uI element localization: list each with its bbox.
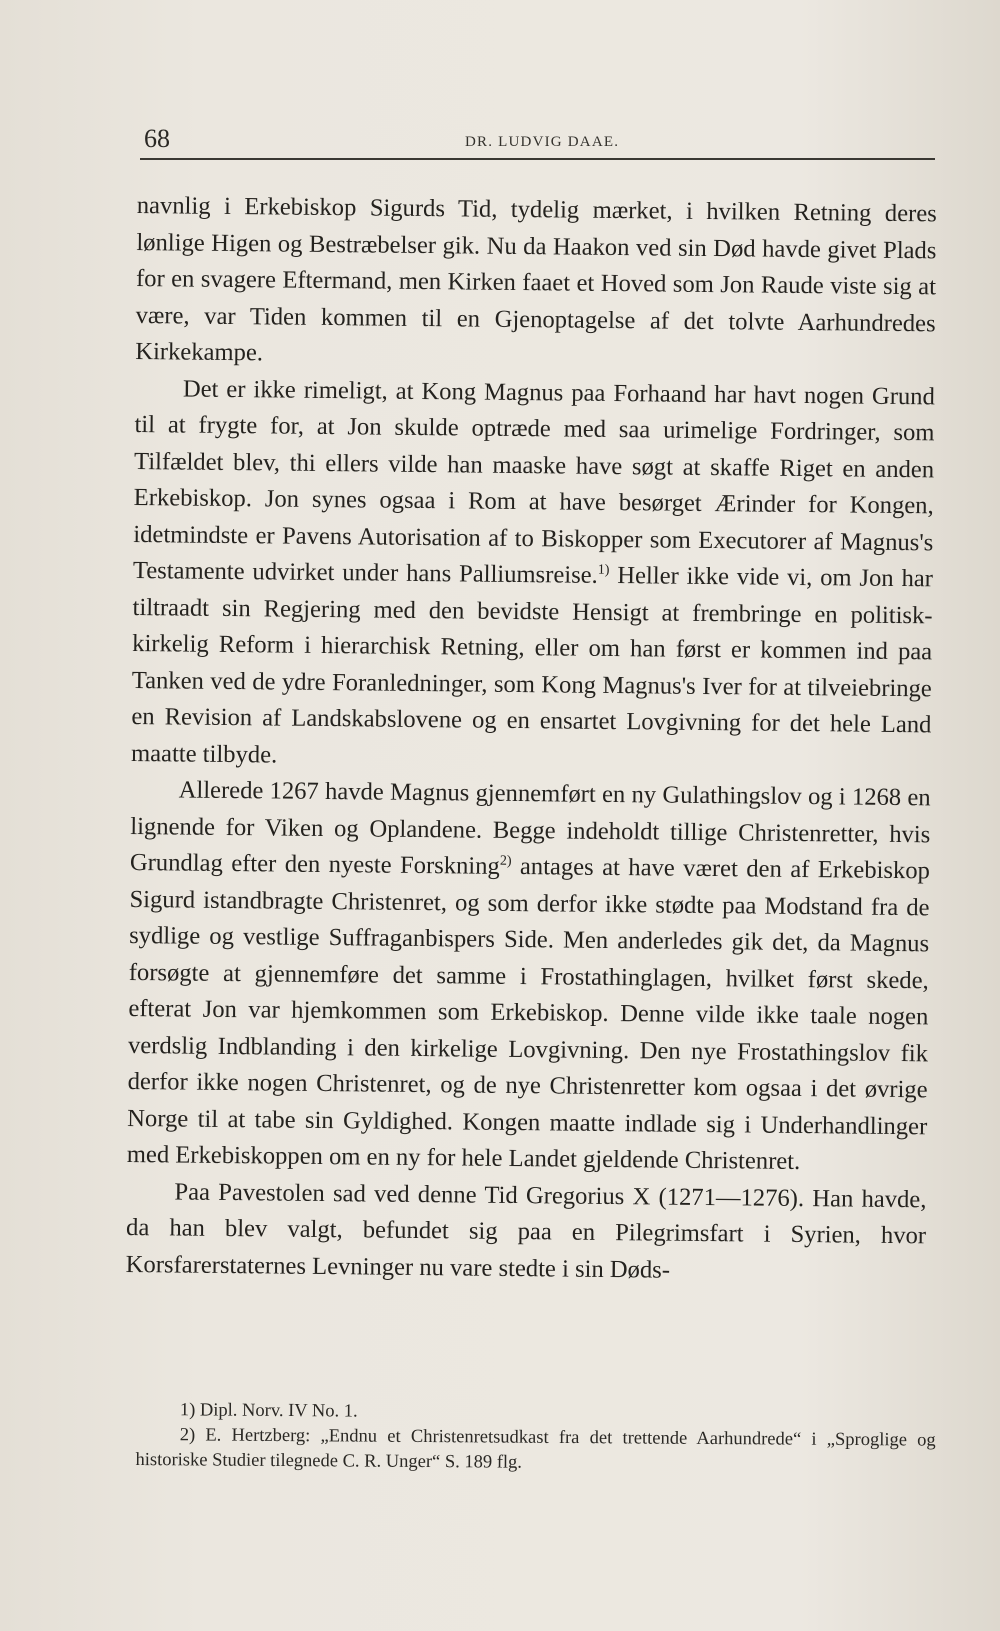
page-number: 68 [144,124,170,153]
footnote-2: 2) E. Hertzberg: „Endnu et Christenretsudkast fra det trettende Aarhundrede“ i „Sproglige og historiske Studier tilegnede C. R. Unger“ S. 189 flg. [135,1425,936,1473]
running-title: DR. LUDVIG DAAE. [465,134,620,150]
footnotes [135,1398,936,1479]
footnote-ref-1: 1) [597,562,610,578]
paragraph-1: navnlig i Erkebiskop Sigurds Tid, tydelig mærket, i hvilken Retning deres lønlige Higen og Bestræbelser gik. Nu da Haakon ved sin Død havde givet Plads for en svagere Eftermand, men Kirken faaet et Hoved som Jon Raude viste sig at være, var Tiden kommen til en Gjenoptagelse af det tolvte Aarhundredes Kirkekampe. [135,191,937,367]
paragraph-3-text-a: Allerede 1267 havde Magnus gjennemført en ny Gulathingslov og i 1268 en lignende for Viken og Oplandene. Begge indeholdt tillige Christenretter, hvis Grundlag efter den nyeste Forskning [129,776,931,880]
paragraph-3 [127,772,931,1182]
paragraph-3-text-b: antages at have været den af Erkebiskop Sigurd istandbragte Christenret, og som derfor ikke stødte paa Modstand fra de sydlige og vestlige Suffraganbispers Side. Men anderledes gik det, da Magnus forsøgte at gjennemføre det samme i Frostathinglagen, hvilket først skede, efterat Jon var hjemkommen som Erkebiskop. Denne vilde ikke taale nogen verdslig Indblanding i den kirkelige Lovgivning. Den nye Frostathingslov fik derfor ikke nogen Christenret, og de nye Christenretter kom ogsaa i det øvrige Norge til at tabe sin Gyldighed. Kongen maatte indlade sig i Underhandlinger med Erkebiskoppen om en ny for hele Landet gjeldende Christenret. [126,852,931,1175]
footnote-ref-2: 2) [499,853,512,869]
page-header [140,118,935,160]
paragraph-2-text-a: Det er ikke rimeligt, at Kong Magnus paa Forhaand har havt nogen Grund til at frygte for, at Jon skulde optræde med saa urimelige Fordringer, som Tilfældet blev, thi ellers vilde han maaske have søgt at skaffe Riget en anden Erkebiskop. Jon synes ogsaa i Rom at have besørget Ærinder for Kongen, idetmindste er Pavens Autorisation af to Biskopper som Executorer af Magnus's Testamente udvirket under hans Palliumsreise. [132,374,936,589]
paragraph-2-text-b: Heller ikke vide vi, om Jon har tiltraadt sin Regjering med den bevidste Hensigt at frembringe en politisk-kirkelig Reform i hierarchisk Retning, eller om han først er kommen ind paa Tanken ved de ydre Foranledninger, som Kong Magnus's Iver for at tilveiebringe en Revision af Landskabslovene og en ensartet Lovgivning for det hele Land maatte tilbyde. [130,561,934,768]
footnote-1: 1) Dipl. Norv. IV No. 1. [179,1400,358,1422]
paragraph-2 [131,370,935,780]
body-text [126,188,937,1291]
paragraph-4: Paa Pavestolen sad ved denne Tid Gregorius X (1271—1276). Han havde, da han blev valgt, befundet sig paa en Pilegrimsfart i Syrien, hvor Korsfarerstaternes Levninger nu vare stedte i sin Døds- [125,1177,927,1284]
